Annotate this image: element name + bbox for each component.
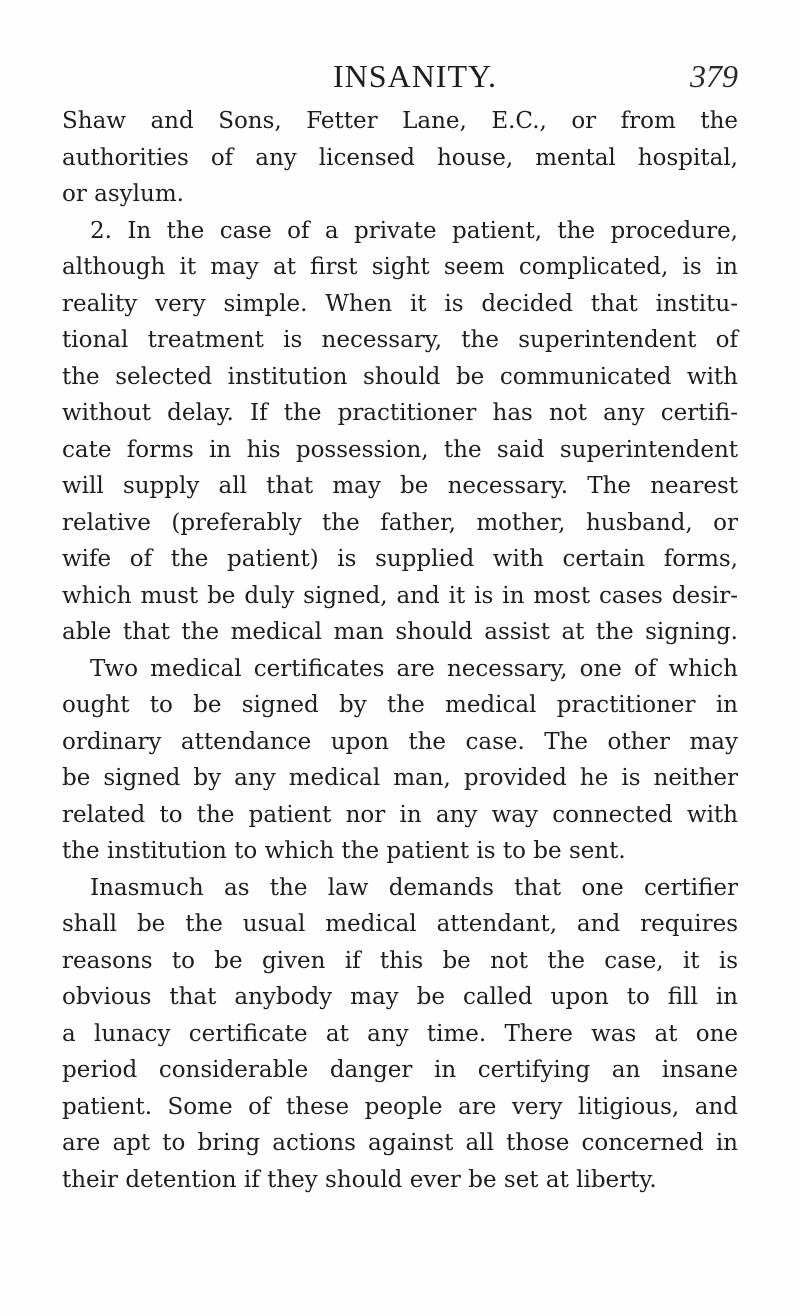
text-line: without delay. If the practitioner has not any certifi-	[62, 400, 738, 427]
text-line: Two medical certificates are necessary, one of which	[90, 655, 738, 682]
text-line: ought to be signed by the medical practitioner in	[62, 692, 738, 719]
text-line: the selected institution should be communicated with	[62, 363, 738, 390]
text-line: reality very simple. When it is decided that institu-	[62, 290, 738, 317]
text-line: Inasmuch as the law demands that one certifier	[90, 874, 738, 901]
text-line: authorities of any licensed house, mental hospital,	[62, 144, 738, 171]
text-line: period considerable danger in certifying an insane	[62, 1057, 738, 1084]
running-head	[92, 58, 738, 98]
text-line: will supply all that may be necessary. The nearest	[62, 473, 738, 500]
text-line: able that the medical man should assist at the signing.	[62, 619, 738, 646]
text-line: 2. In the case of a private patient, the procedure,	[90, 217, 738, 244]
page-number: 379	[690, 58, 738, 94]
text-line: relative (preferably the father, mother, husband, or	[62, 509, 738, 536]
text-line: their detention if they should ever be set at liberty.	[62, 1166, 657, 1193]
text-line: a lunacy certificate at any time. There was at one	[62, 1020, 738, 1047]
text-line: wife of the patient) is supplied with certain forms,	[62, 546, 738, 573]
text-line: are apt to bring actions against all those concerned in	[62, 1130, 738, 1157]
text-line: which must be duly signed, and it is in most cases desir-	[62, 582, 738, 609]
text-line: Shaw and Sons, Fetter Lane, E.C., or from the	[62, 108, 738, 134]
text-line: patient. Some of these people are very litigious, and	[62, 1093, 738, 1120]
text-line: reasons to be given if this be not the case, it is	[62, 947, 738, 974]
text-line: related to the patient nor in any way connected with	[62, 801, 738, 828]
text-line: cate forms in his possession, the said superintendent	[62, 436, 738, 463]
text-line: obvious that anybody may be called upon to fill in	[62, 984, 738, 1011]
text-line: although it may at first sight seem complicated, is in	[62, 254, 738, 281]
text-line: tional treatment is necessary, the superintendent of	[62, 327, 738, 354]
text-line: or asylum.	[62, 181, 184, 208]
body-text	[62, 103, 738, 1198]
text-line: ordinary attendance upon the case. The other may	[62, 728, 738, 755]
text-line: be signed by any medical man, provided he is neither	[62, 765, 738, 792]
text-line: the institution to which the patient is to be sent.	[62, 838, 626, 865]
text-line: shall be the usual medical attendant, and requires	[62, 911, 738, 938]
running-title: INSANITY.	[333, 58, 497, 94]
